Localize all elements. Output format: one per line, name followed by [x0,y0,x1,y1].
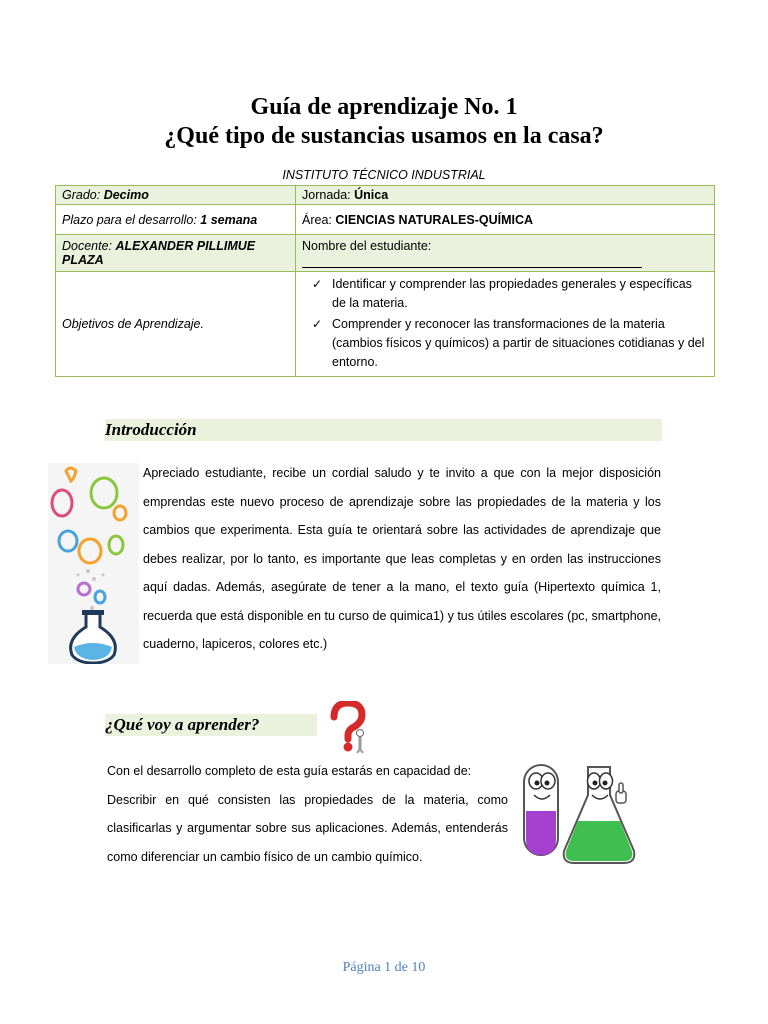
objetivos-cell [56,272,296,377]
jornada-label: Jornada: [302,188,355,202]
intro-heading: Introducción [105,419,662,441]
table-row [56,272,715,377]
table-row [56,235,715,272]
area-cell [296,205,715,235]
jornada-value: Única [354,188,389,202]
learn-heading: ¿Qué voy a aprender? [105,714,317,736]
objectives-list [302,275,708,372]
institute-name: INSTITUTO TÉCNICO INDUSTRIAL [282,168,486,182]
docente-value: ALEXANDER PILLIMUE PLAZA [62,239,256,267]
docente-label: Docente: [62,239,116,253]
list-item: ✓ Identificar y comprender las propiedades generales y específicas de la materia. [332,275,708,313]
area-value: CIENCIAS NATURALES-QUÍMICA [335,212,534,227]
objetivos-list-cell [296,272,715,377]
grado-value: Decimo [103,188,149,202]
docente-cell [56,235,296,272]
question-mark-icon [326,701,370,753]
plazo-cell [56,205,296,235]
jornada-cell [296,186,715,205]
plazo-value: 1 semana [200,212,258,227]
table-row [56,186,715,205]
learn-paragraph [107,757,508,871]
estudiante-label: Nombre del estudiante: [302,238,432,253]
cartoon-flasks-illustration [518,751,638,869]
objetivos-label: Objetivos de Aprendizaje [62,317,201,331]
info-table [55,185,715,377]
grado-label: Grado: [62,188,104,202]
document-subtitle: ¿Qué tipo de sustancias usamos en la casa? [164,123,604,149]
lightbulbs-flask-illustration [48,463,139,664]
list-item: ✓ Comprender y reconocer las transformaciones de la materia (cambios físicos y químicos) a partir de situaciones cotidianas y del entorno. [332,315,708,372]
page-number: Página 1 de 10 [342,960,426,975]
estudiante-cell [296,235,715,272]
objetivos-suffix: . [200,317,204,331]
learn-intro-line: Con el desarrollo completo de esta guía estarás en capacidad de: [107,764,472,778]
plazo-label: Plazo para el desarrollo: [62,212,201,227]
learn-body: Describir en qué consisten las propiedades de la materia, como clasificarlas y argumentar sobre sus aplicaciones. Además, entenderás como diferenciar un cambio físico de un cambio químico. [107,792,508,864]
intro-paragraph: Apreciado estudiante, recibe un cordial saludo y te invito a que con la mejor disposición emprendas este nuevo proceso de aprendizaje sobre las propiedades de la materia y los cambios que experimenta. Esta guía te orientará sobre las actividades de aprendizaje que debes realizar, por lo tanto, es importante que leas completas y en orden las instrucciones aquí dadas. Además, asegúrate de tener a la mano, el texto guía (Hipertexto química 1, recuerda que está disponible en tu curso de quimica1) y tus útiles escolares (pc, smartphone, cuaderno, lapiceros, colores etc.) [143,466,661,651]
grado-cell [56,186,296,205]
student-name-line[interactable] [302,267,642,268]
area-label: Área: [302,212,336,227]
document-title: Guía de aprendizaje No. 1 [250,94,518,120]
table-row [56,205,715,235]
